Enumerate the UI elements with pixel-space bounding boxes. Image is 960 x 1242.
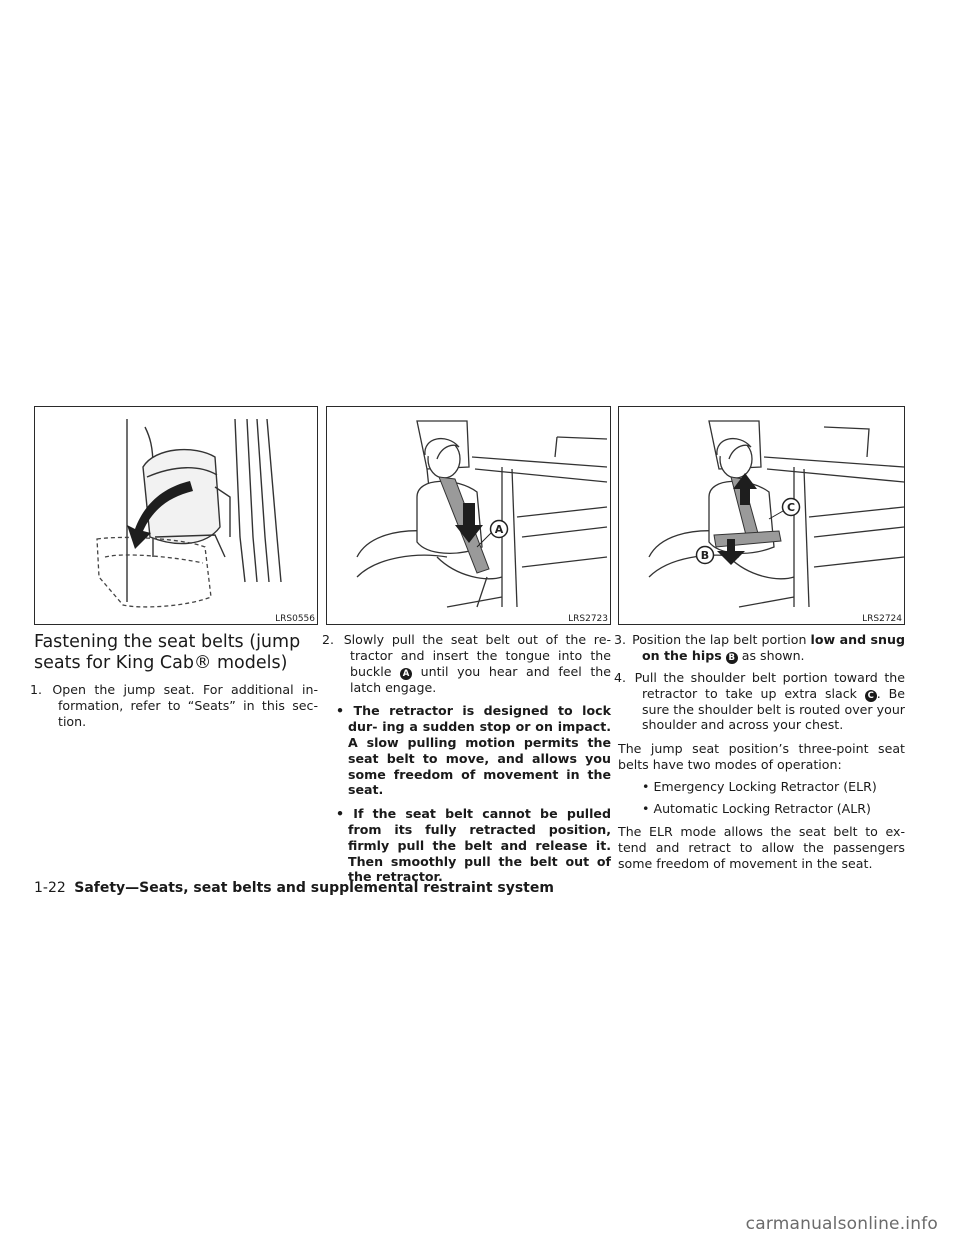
figure-code: LRS0556 — [275, 614, 315, 624]
callout-a-label: A — [494, 523, 504, 536]
callout-c-icon: C — [865, 690, 877, 702]
mode-item — [618, 779, 905, 795]
callout-b-icon: B — [726, 652, 738, 664]
heading-line-1: Fastening the seat belts (jump — [34, 632, 301, 652]
section-heading — [34, 632, 318, 674]
figure-code: LRS2723 — [568, 614, 608, 624]
step-bold-text: low and snug on the hips — [642, 632, 905, 663]
bullet-icon: • — [336, 806, 345, 822]
step-text-a: Slowly pull the seat belt out of the re- tractor and insert the tongue into the buckle — [343, 632, 611, 679]
column-3 — [614, 632, 905, 872]
step-text-a: Position the lap belt portion — [632, 632, 807, 647]
figure-jump-seat — [34, 406, 318, 625]
figure-buckle-tongue — [326, 406, 611, 625]
bullet-icon: • — [642, 800, 650, 816]
step-text-a: Pull the shoulder belt portion toward the retractor to take up extra slack — [634, 669, 905, 701]
heading-line-2: seats for King Cab® models) — [34, 653, 288, 673]
callout-c-label: C — [786, 501, 796, 514]
figure-lap-shoulder-belt — [618, 406, 905, 625]
elr-paragraph: The ELR mode allows the seat belt to ex- tend and retract to allow the passengers some freedom of movement in the seat. — [618, 824, 905, 871]
bullet-item — [326, 703, 611, 798]
bullet-text: The retractor is designed to lock dur- ing a sudden stop or on impact. A slow pulling motion permits the seat belt to move, and allows you some freedom of movement in the seat. — [348, 703, 611, 798]
page-number: 1-22 — [34, 880, 66, 896]
step-3: 3. Position the lap belt portion low and snug on the hips B as shown. — [614, 632, 905, 663]
bullet-icon: • — [642, 778, 650, 794]
step-text-b: until you hear and feel the latch engage. — [350, 663, 611, 695]
callout-b-label: B — [700, 549, 710, 562]
column-2 — [322, 632, 611, 885]
bullet-item — [326, 806, 611, 885]
bullet-icon: • — [336, 703, 345, 719]
page-footer — [34, 880, 554, 896]
modes-intro: The jump seat position’s three-point seat belts have two modes of operation: — [618, 741, 905, 772]
mode-text: Emergency Locking Retractor (ELR) — [653, 778, 877, 794]
figure-code: LRS2724 — [862, 614, 902, 624]
step-text-b: . Be sure the shoulder belt is routed over your shoulder and across your chest. — [642, 685, 905, 733]
mode-text: Automatic Locking Retractor (ALR) — [653, 800, 871, 816]
lap-belt-illustration — [619, 407, 905, 625]
mode-item — [618, 801, 905, 817]
jump-seat-illustration — [35, 407, 318, 625]
watermark: carmanualsonline.info — [745, 1214, 938, 1234]
bullet-text: If the seat belt cannot be pulled from its fully retracted position, firmly pull the belt and release it. Then smoothly pull the belt out of the retractor. — [348, 806, 611, 885]
footer-title: Safety—Seats, seat belts and supplemental restraint system — [74, 880, 554, 896]
step-4: 4. Pull the shoulder belt portion toward the retractor to take up extra slack C . Be sure the shoulder belt is routed over your shoulder and across your chest. — [614, 669, 905, 733]
step-text-b: as shown. — [741, 647, 805, 663]
step-2: 2. Slowly pull the seat belt out of the re- tractor and insert the tongue into the buckle A until you hear and feel the latch engage. — [322, 632, 611, 695]
step-text: Open the jump seat. For additional in- formation, refer to “Seats” in this sec- tion. — [52, 682, 318, 729]
step-1: 1. Open the jump seat. For additional in- formation, refer to “Seats” in this sec- tion. — [30, 682, 318, 729]
callout-a-icon: A — [400, 668, 412, 680]
buckle-illustration — [327, 407, 611, 625]
column-1 — [30, 632, 318, 729]
